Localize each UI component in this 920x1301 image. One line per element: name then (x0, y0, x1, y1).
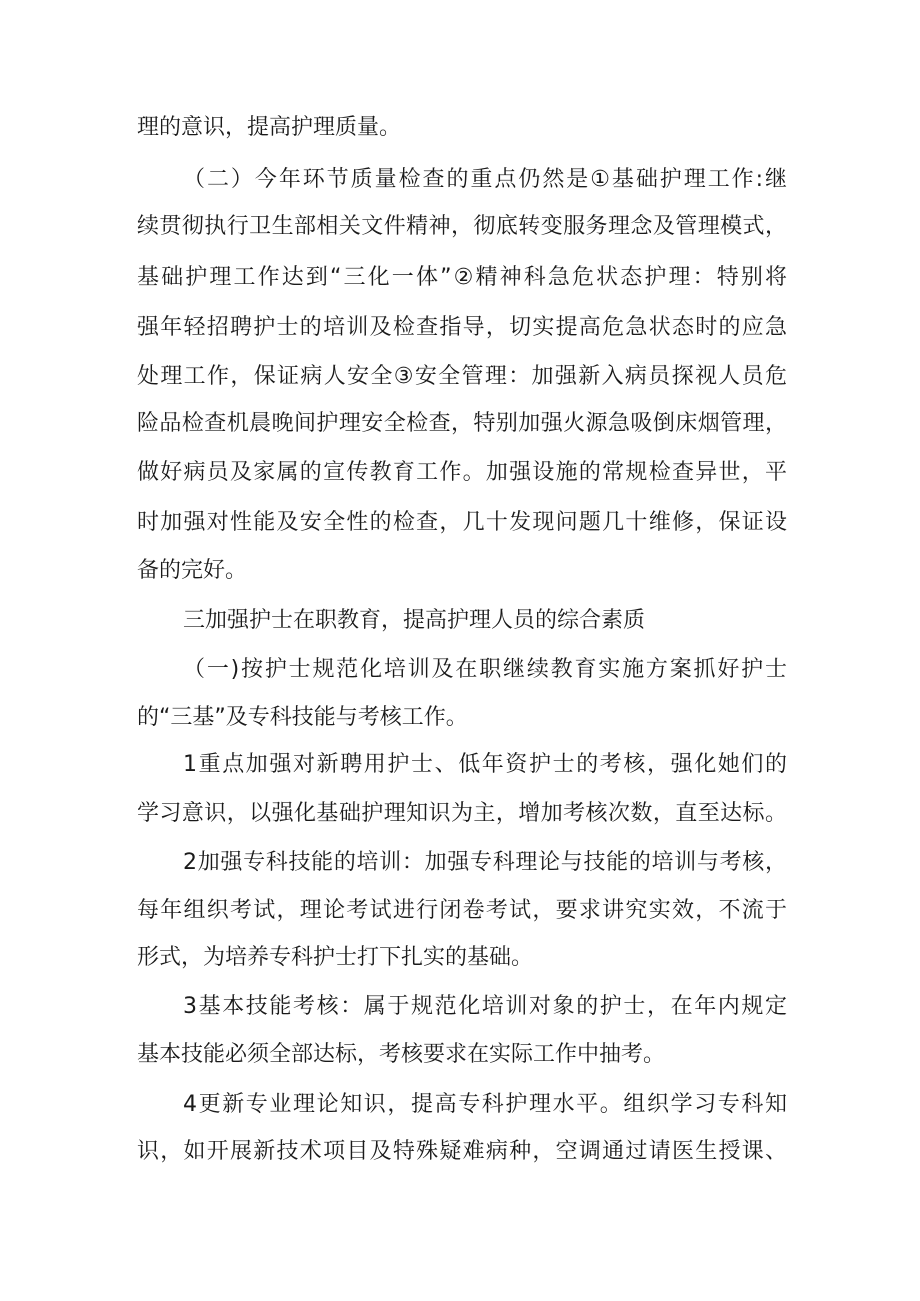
text-line: 形式，为培养专科护士打下扎实的基础。 (137, 945, 534, 970)
text-line: （一)按护士规范化培训及在职继续教育实施方案抓好护士 (183, 657, 787, 682)
text-line: （二）今年环节质量检查的重点仍然是①基础护理工作:继 (183, 167, 787, 192)
text-line: 的“三基”及专科技能与考核工作。 (137, 705, 468, 730)
section-heading: 三加强护士在职教育，提高护理人员的综合素质 (183, 608, 646, 633)
text-line: 强年轻招聘护士的培训及检查指导，切实提高危急状态时的应急 (137, 315, 787, 340)
text-line: 备的完好。 (137, 558, 248, 583)
text-line: 时加强对性能及安全性的检查，几十发现问题几十维修，保证设 (137, 510, 787, 535)
text-line: 基础护理工作达到“三化一体”②精神科急危状态护理：特别将 (137, 265, 787, 290)
text-line: 4更新专业理论知识，提高专科护理水平。组织学习专科知 (183, 1092, 787, 1117)
text-line: 学习意识，以强化基础护理知识为主，增加考核次数，直至达标。 (137, 801, 787, 826)
text-line: 理的意识，提高护理质量。 (137, 115, 402, 140)
text-line: 3基本技能考核：属于规范化培训对象的护士，在年内规定 (183, 994, 787, 1019)
text-line: 处理工作，保证病人安全③安全管理：加强新入病员探视人员危 (137, 364, 787, 389)
text-line: 续贯彻执行卫生部相关文件精神，彻底转变服务理念及管理模式， (137, 214, 787, 239)
text-line: 基本技能必须全部达标，考核要求在实际工作中抽考。 (137, 1042, 666, 1067)
text-line: 2加强专科技能的培训：加强专科理论与技能的培训与考核， (183, 850, 787, 875)
text-line: 1重点加强对新聘用护士、低年资护士的考核，强化她们的 (183, 752, 787, 777)
text-line: 险品检查机晨晚间护理安全检查，特别加强火源急吸倒床烟管理， (137, 411, 787, 436)
text-line: 识，如开展新技术项目及特殊疑难病种，空调通过请医生授课、 (137, 1139, 787, 1164)
text-line: 每年组织考试，理论考试进行闭卷考试，要求讲究实效，不流于 (137, 898, 787, 923)
text-line: 做好病员及家属的宣传教育工作。加强设施的常规检查异世，平 (137, 460, 787, 485)
